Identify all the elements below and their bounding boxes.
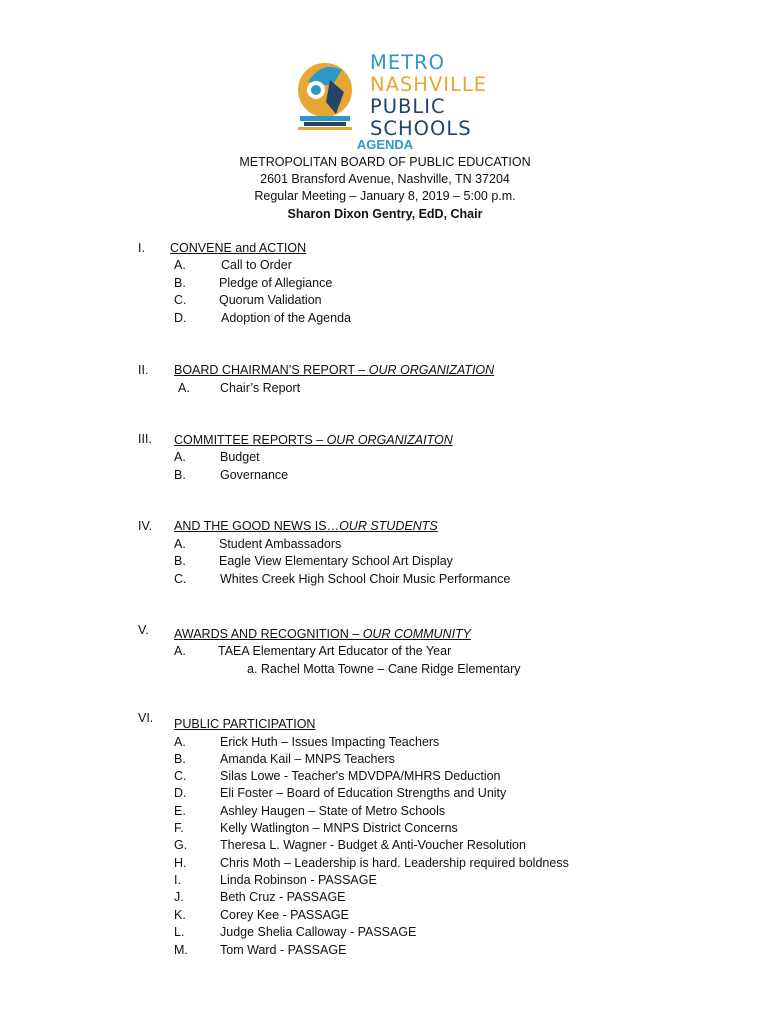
agenda-item: Theresa L. Wagner - Budget & Anti-Voucher Resolution [220,838,526,852]
logo-line-metro: METRO [370,51,445,74]
section-title: CONVENE and ACTION [170,241,307,255]
item-letter: B. [174,752,186,766]
section-title: AWARDS AND RECOGNITION – OUR COMMUNITY [174,627,472,641]
section-number: IV. [138,519,153,533]
item-letter: C. [174,769,187,783]
item-letter: A. [178,381,190,395]
agenda-item: Kelly Watlington – MNPS District Concerns [220,821,458,835]
agenda-sub-item: a. Rachel Motta Towne – Cane Ridge Elementary [247,662,521,676]
agenda-item: Pledge of Allegiance [219,276,333,290]
agenda-item: Corey Kee - PASSAGE [220,908,349,922]
address: 2601 Bransford Avenue, Nashville, TN 37204 [260,172,510,186]
agenda-item: Amanda Kail – MNPS Teachers [220,752,395,766]
agenda-item: Beth Cruz - PASSAGE [220,890,346,904]
meeting-info: Regular Meeting – January 8, 2019 – 5:00 p.m. [254,189,516,203]
section-title: PUBLIC PARTICIPATION [174,717,316,731]
logo-line-public: PUBLIC [370,95,446,118]
logo-line-nashville: NASHVILLE [370,73,488,96]
item-letter: J. [174,890,184,904]
logo-line-schools: SCHOOLS [370,117,472,140]
section-number: VI. [138,711,154,725]
item-letter: I. [174,873,181,887]
agenda-item: Eli Foster – Board of Education Strengths and Unity [220,786,507,800]
agenda-item: Ashley Haugen – State of Metro Schools [220,804,446,818]
item-letter: C. [174,572,187,586]
item-letter: E. [174,804,186,818]
item-letter: D. [174,786,187,800]
item-letter: G. [174,838,188,852]
item-letter: C. [174,293,187,307]
agenda-item: Adoption of the Agenda [221,311,351,325]
section-number: II. [138,363,149,377]
item-letter: A. [174,258,186,272]
item-letter: M. [174,943,188,957]
item-letter: L. [174,925,185,939]
item-letter: B. [174,554,186,568]
agenda-item: Tom Ward - PASSAGE [220,943,347,957]
agenda-item: Linda Robinson - PASSAGE [220,873,377,887]
item-letter: H. [174,856,187,870]
item-letter: F. [174,821,184,835]
agenda-item: Chris Moth – Leadership is hard. Leadership required boldness [220,856,569,870]
agenda-item: Governance [220,468,289,482]
chair-name: Sharon Dixon Gentry, EdD, Chair [287,207,483,221]
section-number: V. [138,623,149,637]
section-title: AND THE GOOD NEWS IS…OUR STUDENTS [174,519,438,533]
agenda-item: Chair’s Report [220,381,301,395]
organization-name: METROPOLITAN BOARD OF PUBLIC EDUCATION [239,155,531,169]
agenda-item: Student Ambassadors [219,537,342,551]
agenda-item: Whites Creek High School Choir Music Performance [220,572,511,586]
section-number: III. [138,432,152,446]
item-letter: B. [174,468,186,482]
agenda-item: Call to Order [221,258,292,272]
item-letter: B. [174,276,186,290]
agenda-item: Silas Lowe - Teacher's MDVDPA/MHRS Deduction [220,769,501,783]
item-letter: A. [174,735,186,749]
agenda-item: Judge Shelia Calloway - PASSAGE [220,925,417,939]
metro-nashville-logo [292,51,488,140]
agenda-heading: AGENDA [356,137,414,152]
agenda-item: Eagle View Elementary School Art Display [219,554,453,568]
item-letter: A. [174,450,186,464]
section-title: BOARD CHAIRMAN’S REPORT – OUR ORGANIZATION [174,363,495,377]
section-title: COMMITTEE REPORTS – OUR ORGANIZAITON [174,433,453,447]
section-number: I. [138,241,145,255]
school-logo-icon [292,52,358,134]
agenda-item: Quorum Validation [219,293,322,307]
item-letter: A. [174,537,186,551]
item-letter: A. [174,644,186,658]
agenda-item: TAEA Elementary Art Educator of the Year [218,644,452,658]
agenda-item: Budget [220,450,260,464]
logo-wordmark [370,52,487,140]
item-letter: K. [174,908,186,922]
agenda-item: Erick Huth – Issues Impacting Teachers [220,735,440,749]
item-letter: D. [174,311,187,325]
